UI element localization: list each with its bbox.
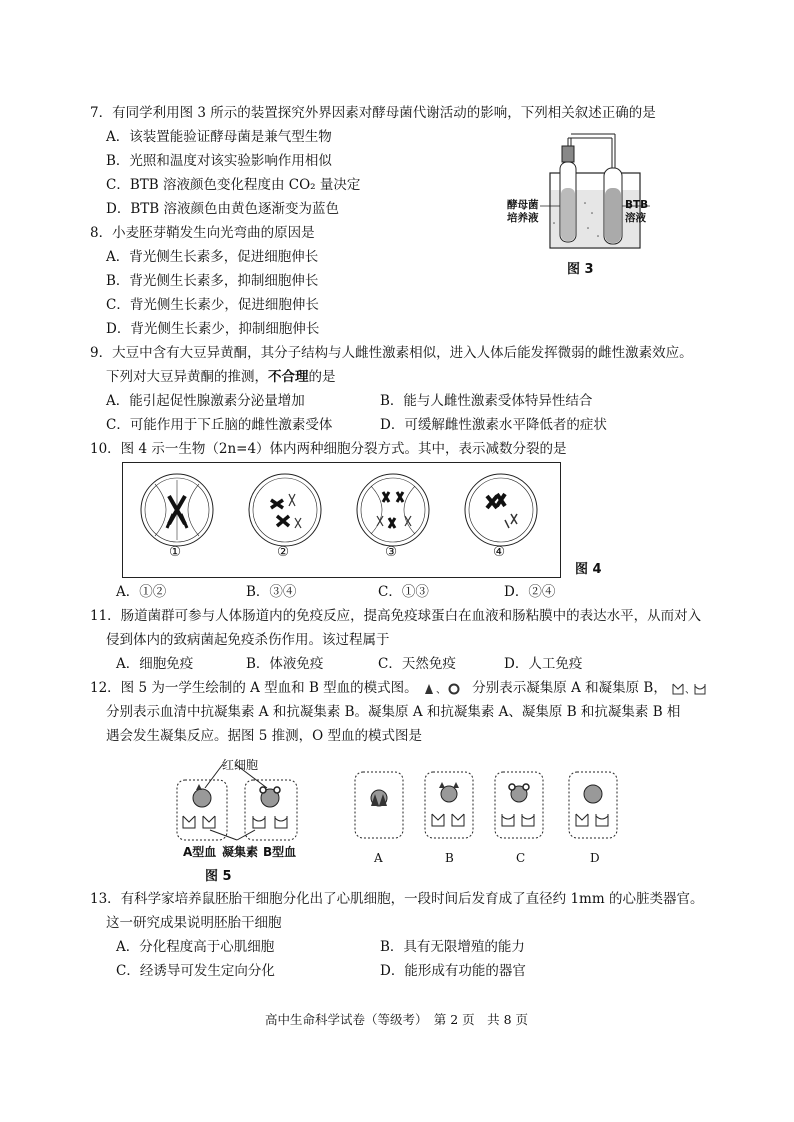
cell-2	[249, 474, 321, 546]
q9-option-d: D．可缓解雌性激素水平降低者的症状	[380, 417, 607, 433]
q7-option-b: B．光照和温度对该实验影响作用相似	[106, 153, 332, 169]
q12-stem-line3: 遇会发生凝集反应。据图 5 推测，O 型血的模式图是	[106, 728, 423, 744]
q7-stem: 7．有同学利用图 3 所示的装置探究外界因素对酵母菌代谢活动的影响，下列相关叙述正确的是	[90, 105, 656, 121]
q11-option-b: B．体液免疫	[246, 656, 324, 672]
q8-option-c: C．背光侧生长素少，促进细胞伸长	[106, 297, 319, 313]
q11-option-c: C．天然免疫	[378, 656, 456, 672]
agglutinogen-symbols-icon	[422, 682, 468, 696]
cell-4-label: ④	[493, 544, 506, 560]
q9-option-b: B．能与人雌性激素受体特异性结合	[380, 393, 593, 409]
choice-a-label: A	[374, 851, 383, 865]
cell-2-label: ②	[277, 544, 290, 560]
q10-stem: 10．图 4 示一生物（2n=4）体内两种细胞分裂方式。其中，表示减数分裂的是	[90, 441, 567, 457]
q10-option-c: C．①③	[378, 584, 429, 600]
choice-b-label: B	[445, 851, 454, 865]
q13-option-d: D．能形成有功能的器官	[380, 963, 526, 979]
cell-3	[357, 474, 429, 546]
q9-emphasis: 不合理	[268, 369, 309, 385]
cell-1-label: ①	[169, 544, 182, 560]
q13-stem-line1: 13．有科学家培养鼠胚胎干细胞分化出了心肌细胞，一段时间后发育成了直径约 1mm 的心脏类器官。	[90, 891, 704, 907]
q10-option-d: D．②④	[504, 584, 556, 600]
fig4-caption: 图 4	[575, 562, 602, 577]
q10-option-b: B．③④	[246, 584, 297, 600]
choice-d-label: D	[590, 851, 600, 865]
a-type-label: A型血	[183, 845, 217, 859]
q13-stem-line2: 这一研究成果说明胚胎干细胞	[106, 915, 282, 931]
q8-option-a: A．背光侧生长素多，促进细胞伸长	[106, 249, 319, 265]
fig5-caption: 图 5	[205, 869, 232, 884]
q11-option-d: D．人工免疫	[504, 656, 583, 672]
rbc-label: 红细胞	[222, 758, 259, 772]
q9-stem-line1: 9．大豆中含有大豆异黄酮，其分子结构与人雌性激素相似，进入人体后能发挥微弱的雌性激素效应。	[90, 345, 693, 361]
q7-option-a: A．该装置能验证酵母菌是兼气型生物	[106, 129, 332, 145]
fig3-left-label: 酵母菌 培养液	[507, 199, 539, 224]
q9-option-a: A．能引起促性腺激素分泌量增加	[106, 393, 305, 409]
q11-stem-line1: 11．肠道菌群可参与人体肠道内的免疫反应，提高免疫球蛋白在血液和肠粘膜中的表达水平，从而对入	[90, 608, 702, 624]
figure-3-apparatus	[540, 128, 650, 258]
agglutinin-label: 凝集素	[222, 845, 259, 859]
q11-stem-line2: 侵到体内的致病菌起免疫杀伤作用。该过程属于	[106, 632, 390, 648]
q11-option-a: A．细胞免疫	[116, 656, 194, 672]
q12-stem-line2: 分别表示血清中抗凝集素 A 和抗凝集素 B。凝集原 A 和抗凝集素 A、凝集原 B 和抗凝集素 B 相	[106, 704, 681, 720]
fig3-caption: 图 3	[567, 262, 594, 277]
q8-option-d: D．背光侧生长素少，抑制细胞伸长	[106, 321, 320, 337]
page-footer: 高中生命科学试卷（等级考） 第 2 页 共 8 页	[265, 1012, 529, 1027]
cell-1	[141, 474, 213, 546]
cell-3-label: ③	[385, 544, 398, 560]
q8-stem: 8．小麦胚芽鞘发生向光弯曲的原因是	[90, 225, 315, 241]
cell-4	[465, 474, 537, 546]
b-type-label: B型血	[263, 845, 297, 859]
q8-option-b: B．背光侧生长素多，抑制细胞伸长	[106, 273, 319, 289]
q13-option-c: C．经诱导可发生定向分化	[116, 963, 275, 979]
fig3-right-label: BTB 溶液	[625, 199, 649, 224]
q7-option-d: D．BTB 溶液颜色由黄色逐渐变为蓝色	[106, 201, 339, 217]
q12-stem-line1: 12．图 5 为一学生绘制的 A 型血和 B 型血的模式图。 、 分别表示凝集原 A 和凝集原 B， 、	[90, 678, 711, 698]
svg-text:、: 、	[435, 684, 446, 696]
q10-option-a: A．①②	[116, 584, 167, 600]
q9-stem-line2: 下列对大豆异黄酮的推测，不合理的是	[106, 369, 336, 385]
q7-option-c: C．BTB 溶液颜色变化程度由 CO₂ 量决定	[106, 177, 361, 193]
choice-c-label: C	[516, 851, 526, 865]
q9-option-c: C．可能作用于下丘脑的雌性激素受体	[106, 417, 333, 433]
agglutinin-symbols-icon	[671, 682, 711, 696]
q13-option-a: A．分化程度高于心肌细胞	[116, 939, 275, 955]
q13-option-b: B．具有无限增殖的能力	[380, 939, 525, 955]
svg-text:、: 、	[685, 684, 696, 696]
